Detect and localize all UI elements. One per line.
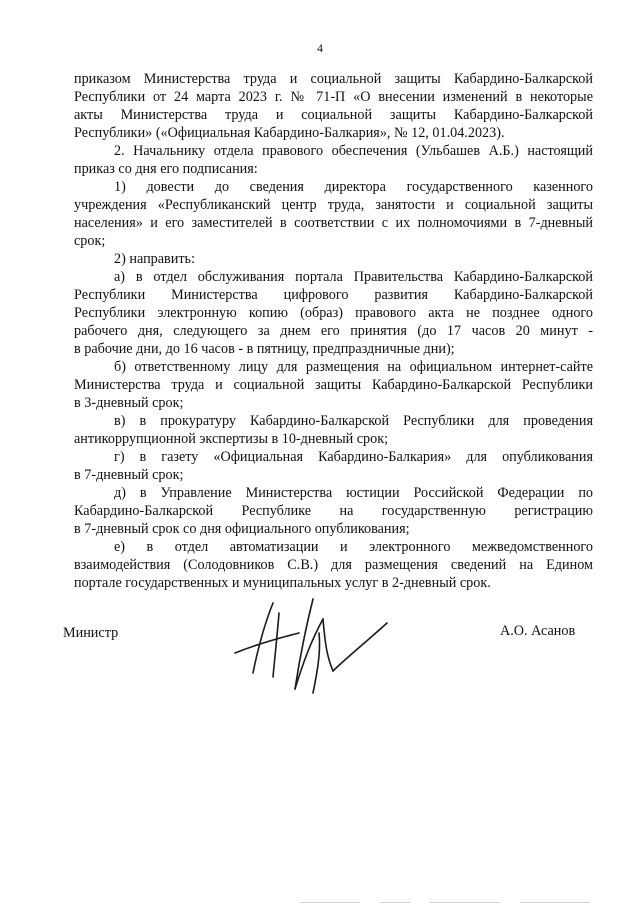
- text-line: в 7-дневный срок со дня официального опубликования;: [74, 521, 410, 537]
- text-line: г) в газету «Официальная Кабардино-Балкария» для опубликования: [114, 449, 593, 465]
- text-line: взаимодействия (Солодовников С.В.) для размещения сведений на Едином: [74, 557, 593, 573]
- text-line: Республики электронную копию (образ) правового акта не позднее одного: [74, 305, 593, 321]
- text-line: срок;: [74, 233, 106, 249]
- signature-block: [0, 623, 640, 683]
- text-line: 2. Начальнику отдела правового обеспечения (Ульбашев А.Б.) настоящий: [114, 143, 593, 159]
- text-line: приказ со дня его подписания:: [74, 161, 258, 177]
- text-line: Республики» («Официальная Кабардино-Балкария», № 12, 01.04.2023).: [74, 125, 505, 141]
- text-line: портале государственных и муниципальных услуг в 2-дневный срок.: [74, 575, 491, 591]
- text-line: рабочего дня, следующего за днем его принятия (до 17 часов 20 минут -: [74, 323, 593, 339]
- text-line: антикоррупционной экспертизы в 10-дневный срок;: [74, 431, 389, 447]
- text-line: акты Министерства труда и социальной защиты Кабардино-Балкарской: [74, 107, 593, 123]
- handwritten-signature-image: [215, 593, 415, 703]
- text-line: д) в Управление Министерства юстиции Российской Федерации по: [114, 485, 593, 501]
- text-line: 2) направить:: [114, 251, 195, 267]
- text-line: Кабардино-Балкарской Республике на государственную регистрацию: [74, 503, 593, 519]
- text-line: б) ответственному лицу для размещения на официальном интернет-сайте: [114, 359, 593, 375]
- text-line: населения» и его заместителей в соответствии с их полномочиями в 7-дневный: [74, 215, 593, 231]
- signatory-name: А.О. Асанов: [500, 623, 576, 639]
- text-line: е) в отдел автоматизации и электронного межведомственного: [114, 539, 593, 555]
- scan-artifact-marks: [0, 902, 640, 906]
- signatory-title: Министр: [63, 625, 119, 641]
- text-line: приказом Министерства труда и социальной защиты Кабардино-Балкарской: [74, 71, 593, 87]
- text-line: 1) довести до сведения директора государственного казенного: [114, 179, 593, 195]
- text-line: а) в отдел обслуживания портала Правительства Кабардино-Балкарской: [114, 269, 593, 285]
- text-line: в 3-дневный срок;: [74, 395, 184, 411]
- text-line: в рабочие дни, до 16 часов - в пятницу, предпраздничные дни);: [74, 341, 455, 357]
- text-line: Республики от 24 марта 2023 г. № 71-П «О внесении изменений в некоторые: [74, 89, 593, 105]
- text-line: Министерства труда и социальной защиты Кабардино-Балкарской Республики: [74, 377, 593, 393]
- page-number: 4: [317, 41, 323, 55]
- text-line: в) в прокуратуру Кабардино-Балкарской Республики для проведения: [114, 413, 593, 429]
- text-line: учреждения «Республиканский центр труда, занятости и социальной защиты: [74, 197, 593, 213]
- text-line: в 7-дневный срок;: [74, 467, 184, 483]
- text-line: Республики Министерства цифрового развития Кабардино-Балкарской: [74, 287, 593, 303]
